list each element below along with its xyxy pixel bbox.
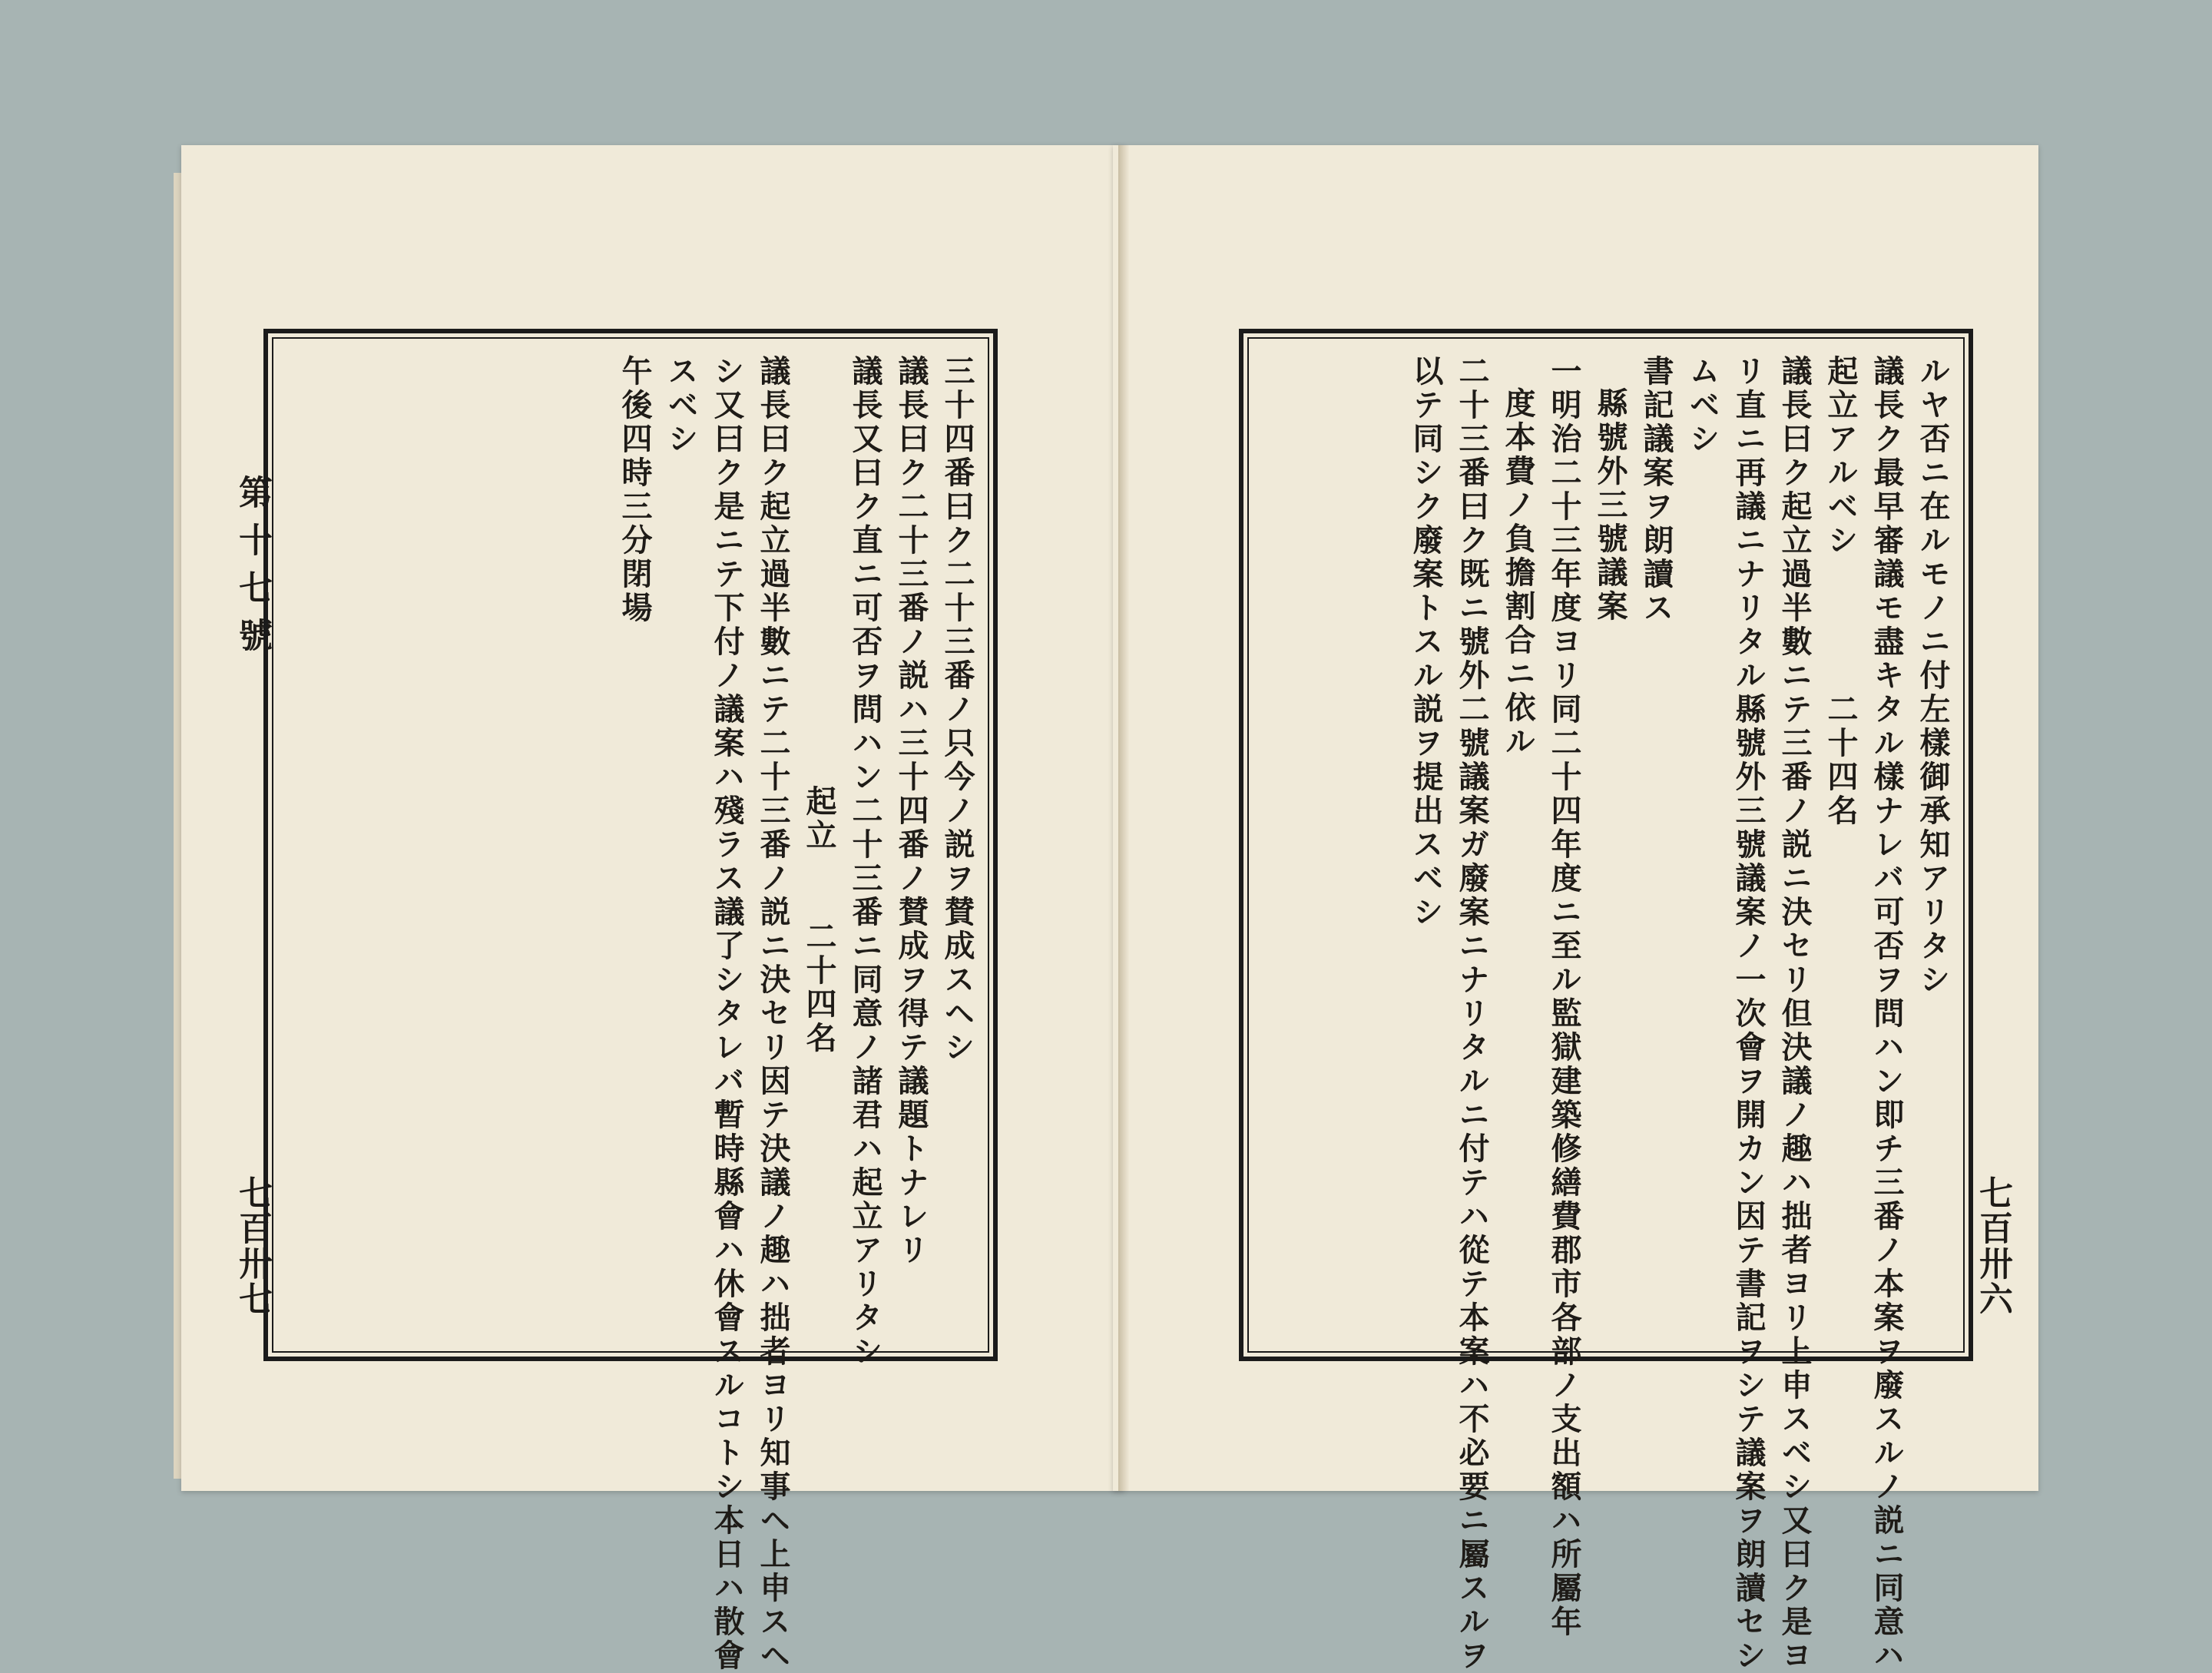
right-line-12: 以テ同シク廢案トスル説ヲ提出スベシ xyxy=(1408,355,1444,929)
right-line-8: 縣號外三號議案 xyxy=(1592,387,1628,624)
left-text-frame xyxy=(263,329,998,1673)
right-line-1: ルヤ否ニ在ルモノニ付左樣御承知アリタシ xyxy=(1915,355,1951,997)
right-text-frame xyxy=(1239,329,1973,1673)
left-issue-title: 第十七號 xyxy=(233,475,272,665)
left-line-1: 三十四番曰ク二十三番ノ只今ノ説ヲ賛成スヘシ xyxy=(939,355,975,1065)
left-text-columns xyxy=(283,355,978,1673)
right-line-5: リ直ニ再議ニナリタル縣號外三號議案ノ一次會ヲ開カン因テ書記ヲシテ議案ヲ朗讀セシ xyxy=(1730,355,1767,1673)
right-line-6: ムベシ xyxy=(1684,355,1720,456)
right-page-number: 七百卅六 xyxy=(1973,1175,2012,1317)
right-line-11: 二十三番曰ク既ニ號外二號議案ガ廢案ニナリタルニ付テハ從テ本案ハ不必要ニ屬スルヲ xyxy=(1454,355,1490,1673)
right-text-columns xyxy=(1259,355,1953,1673)
left-page-number: 七百卅七 xyxy=(233,1175,272,1317)
right-line-2: 議長ク最早審議モ盡キタル樣ナレバ可否ヲ問ハン即チ三番ノ本案ヲ廢スルノ説ニ同意ハ xyxy=(1869,355,1905,1673)
right-line-7: 書記議案ヲ朗讀ス xyxy=(1638,355,1674,625)
book-gutter xyxy=(1118,145,1129,1491)
right-line-4: 議長曰ク起立過半數ニテ三番ノ説ニ決セリ但決議ノ趣ハ拙者ヨリ上申スベシ又曰ク是ヨ xyxy=(1777,355,1813,1673)
right-line-3: 起立アルベシ 二十四名 xyxy=(1823,355,1859,828)
left-line-4: 起立 二十四名 xyxy=(801,785,837,1055)
left-line-6: シ又曰ク是ニテ下付ノ議案ハ殘ラス議了シタレバ暫時縣會ハ休會スルコトシ本日ハ散會 xyxy=(709,355,745,1673)
left-line-5: 議長曰ク起立過半數ニテ二十三番ノ説ニ決セリ因テ決議ノ趣ハ拙者ヨリ知事ヘ上申スヘ xyxy=(755,355,791,1673)
right-line-10: 度本費ノ負擔割合ニ依ル xyxy=(1500,387,1536,759)
left-line-2: 議長曰ク二十三番ノ説ハ三十四番ノ賛成ヲ得テ議題トナレリ xyxy=(893,355,929,1267)
right-line-9: 一明治二十三年度ヨリ同二十四年度ニ至ル監獄建築修繕費郡市各部ノ支出額ハ所屬年 xyxy=(1546,355,1582,1639)
left-line-7: スベシ xyxy=(663,355,699,456)
left-line-3: 議長又曰ク直ニ可否ヲ問ハン二十三番ニ同意ノ諸君ハ起立アリタシ xyxy=(847,355,883,1369)
left-line-8: 午後四時三分閉場 xyxy=(617,355,653,625)
